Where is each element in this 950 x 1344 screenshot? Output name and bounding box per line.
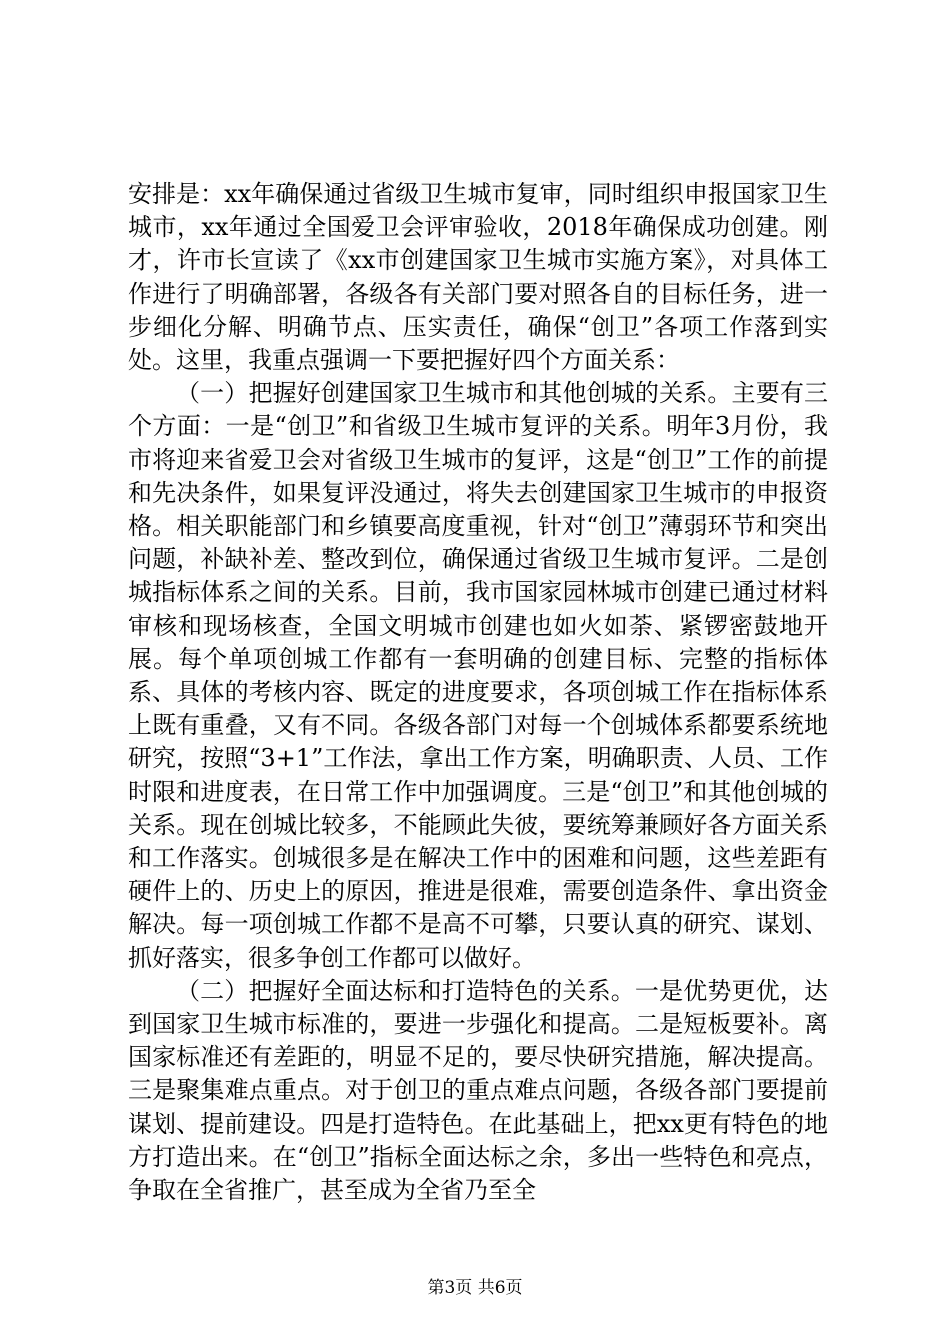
- paragraph-section-one: （一）把握好创建国家卫生城市和其他创城的关系。主要有三个方面：一是“创卫”和省级卫生城市复评的关系。明年3月份，我市将迎来省爱卫会对省级卫生城市的复评，这是“创卫”工作的前提和先决条件，如果复评没通过，将失去创建国家卫生城市的申报资格。相关职能部门和乡镇要高度重视，针对“创卫”薄弱环节和突出问题，补缺补差、整改到位，确保通过省级卫生城市复评。二是创城指标体系之间的关系。目前，我市国家园林城市创建已通过材料审核和现场核查，全国文明城市创建也如火如荼、紧锣密鼓地开展。每个单项创城工作都有一套明确的创建目标、完整的指标体系、具体的考核内容、既定的进度要求，各项创城工作在指标体系上既有重叠，又有不同。各级各部门对每一个创城体系都要系统地研究，按照“3+1”工作法，拿出工作方案，明确职责、人员、工作时限和进度表，在日常工作中加强调度。三是“创卫”和其他创城的关系。现在创城比较多，不能顾此失彼，要统筹兼顾好各方面关系和工作落实。创城很多是在解决工作中的困难和问题，这些差距有硬件上的、历史上的原因，推进是很难，需要创造条件、拿出资金解决。每一项创城工作都不是高不可攀，只要认真的研究、谋划、抓好落实，很多争创工作都可以做好。: [128, 379, 828, 972]
- paragraph-arrangement: 安排是：xx年确保通过省级卫生城市复审，同时组织申报国家卫生城市，xx年通过全国爱卫会评审验收，2018年确保成功创建。刚才，许市长宣读了《xx市创建国家卫生城市实施方案》，对具体工作进行了明确部署，各级各有关部门要对照各自的目标任务，进一步细化分解、明确节点、压实责任，确保“创卫”各项工作落到实处。这里，我重点强调一下要把握好四个方面关系：: [128, 180, 828, 375]
- paragraph-section-two: （二）把握好全面达标和打造特色的关系。一是优势更优，达到国家卫生城市标准的，要进一步强化和提高。二是短板要补。离国家标准还有差距的，明显不足的，要尽快研究措施，解决提高。三是聚集难点重点。对于创卫的重点难点问题，各级各部门要提前谋划、提前建设。四是打造特色。在此基础上，把xx更有特色的地方打造出来。在“创卫”指标全面达标之余，多出一些特色和亮点，争取在全省推广，甚至成为全省乃至全: [128, 976, 828, 1205]
- page-number-footer: 第3页 共6页: [427, 1278, 523, 1298]
- document-body: [128, 178, 828, 1207]
